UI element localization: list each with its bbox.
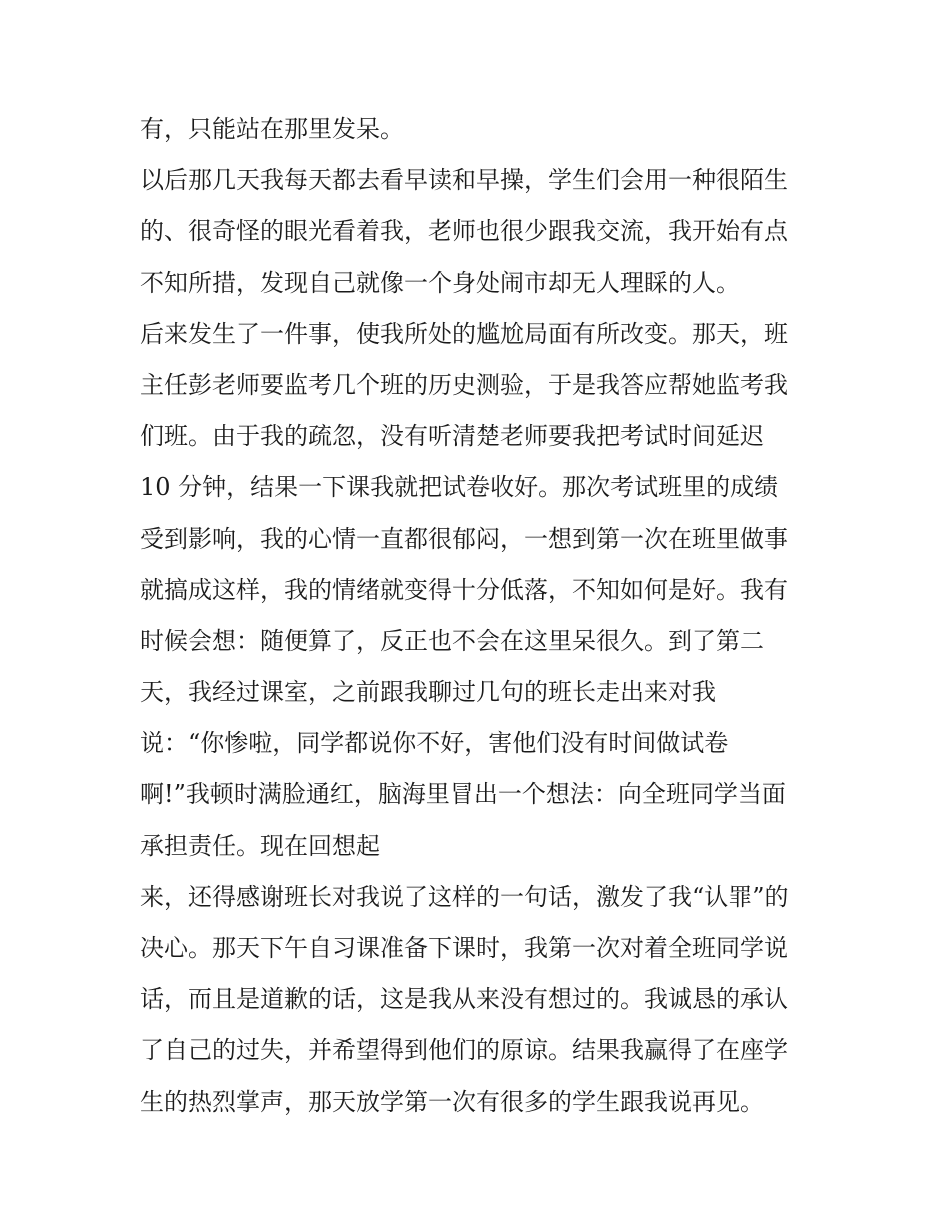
- text-line: 承担责任。现在回想起: [140, 831, 380, 860]
- text-line: 了自己的过失，并希望得到他们的原谅。结果我赢得了在座学: [140, 1036, 788, 1065]
- text-line: 10 分钟，结果一下课我就把试卷收好。那次考试班里的成绩: [140, 473, 779, 502]
- text-line: 来，还得感谢班长对我说了这样的一句话，激发了我“认罪”的: [140, 882, 789, 911]
- text-line: 就搞成这样，我的情绪就变得十分低落，不知如何是好。我有: [140, 575, 788, 604]
- text-line: 以后那几天我每天都去看早读和早操，学生们会用一种很陌生: [140, 166, 788, 195]
- text-line: 生的热烈掌声，那天放学第一次有很多的学生跟我说再见。: [140, 1087, 764, 1116]
- body-text: [140, 104, 820, 1128]
- text-line: 决心。那天下午自习课准备下课时，我第一次对着全班同学说: [140, 934, 788, 962]
- text-line: 不知所措，发现自己就像一个身处闹市却无人理睬的人。: [140, 268, 740, 297]
- text-line: 受到影响，我的心情一直都很郁闷，一想到第一次在班里做事: [140, 524, 788, 553]
- text-line: 有，只能站在那里发呆。: [140, 115, 404, 143]
- text-line: 时候会想：随便算了，反正也不会在这里呆很久。到了第二: [140, 626, 764, 655]
- text-line: 们班。由于我的疏忽，没有听清楚老师要我把考试时间延迟: [140, 422, 764, 451]
- text-line: 啊!”我顿时满脸通红，脑海里冒出一个想法：向全班同学当面: [140, 780, 786, 809]
- text-line: 主任彭老师要监考几个班的历史测验，于是我答应帮她监考我: [140, 370, 788, 399]
- text-line: 后来发生了一件事，使我所处的尴尬局面有所改变。那天，班: [140, 319, 788, 348]
- text-line: 话，而且是道歉的话，这是我从来没有想过的。我诚恳的承认: [140, 985, 788, 1014]
- text-line: 的、很奇怪的眼光看着我，老师也很少跟我交流，我开始有点: [140, 217, 788, 246]
- text-line: 天，我经过课室，之前跟我聊过几句的班长走出来对我: [140, 678, 716, 707]
- text-line: 说：“你惨啦，同学都说你不好，害他们没有时间做试卷: [140, 729, 729, 758]
